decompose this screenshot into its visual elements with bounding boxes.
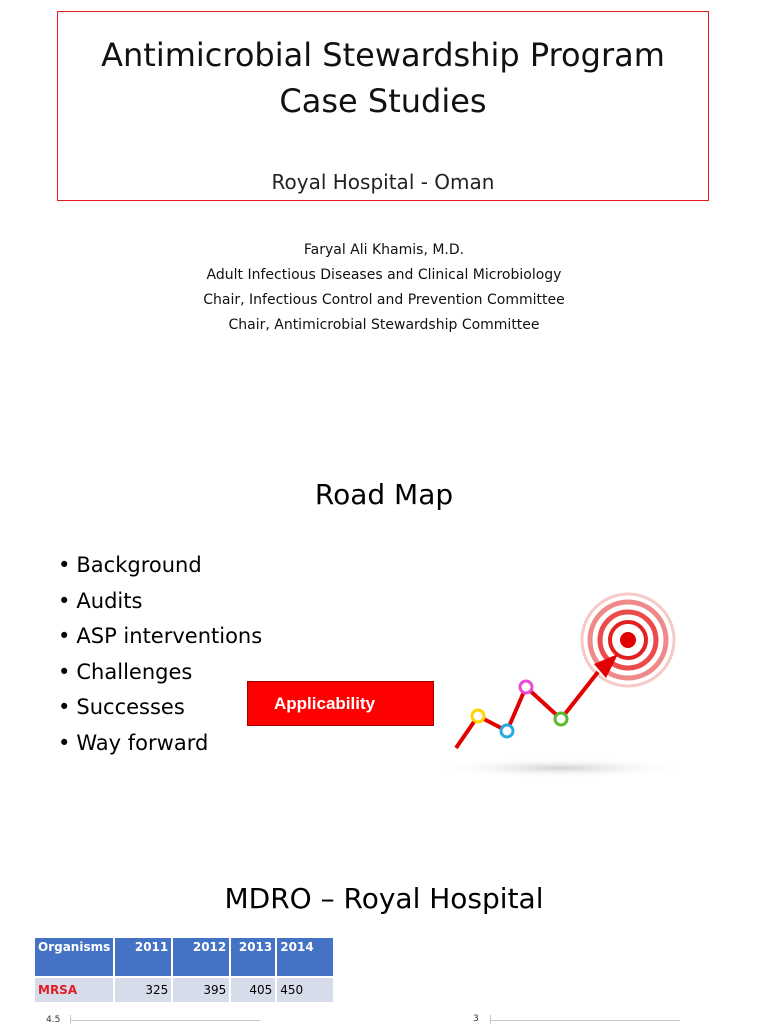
roadmap-list	[58, 548, 262, 762]
chart-tick-label: 4.5	[46, 1015, 61, 1025]
applicability-box: Applicability	[247, 681, 434, 726]
list-item: • Challenges	[58, 655, 262, 691]
presentation-title	[58, 32, 708, 124]
author-specialty: Adult Infectious Diseases and Clinical Microbiology	[206, 267, 562, 283]
title-line-2: Case Studies	[279, 82, 487, 120]
list-item: • Successes	[58, 690, 262, 726]
presentation-subtitle: Royal Hospital - Oman	[271, 170, 495, 194]
column-header: 2014	[277, 938, 333, 976]
column-header: Organisms	[35, 938, 113, 976]
author-role-2: Chair, Antimicrobial Stewardship Committee	[228, 317, 540, 333]
title-slide	[0, 0, 768, 400]
table-cell: 325	[115, 978, 171, 1002]
table-row	[35, 978, 333, 1002]
mdro-heading: MDRO – Royal Hospital	[224, 882, 544, 915]
table-cell: 395	[173, 978, 229, 1002]
title-line-1: Antimicrobial Stewardship Program	[101, 36, 665, 74]
list-item: • Audits	[58, 584, 262, 620]
column-header: 2012	[173, 938, 229, 976]
table-cell: MRSA	[35, 978, 113, 1002]
table-header-row	[35, 938, 333, 976]
mdro-slide	[0, 840, 768, 1024]
column-header: 2013	[231, 938, 275, 976]
mdro-table	[33, 936, 335, 1004]
table-cell: 405	[231, 978, 275, 1002]
table-cell: 450	[277, 978, 333, 1002]
column-header: 2011	[115, 938, 171, 976]
list-item: • Background	[58, 548, 262, 584]
chart-gridline	[490, 1020, 680, 1021]
target-growth-icon	[430, 580, 710, 780]
chart-gridline	[70, 1020, 260, 1021]
list-item: • Way forward	[58, 726, 262, 762]
list-item: • ASP interventions	[58, 619, 262, 655]
roadmap-slide	[0, 420, 768, 800]
author-name: Faryal Ali Khamis, M.D.	[303, 242, 465, 258]
roadmap-heading: Road Map	[314, 478, 454, 511]
title-frame	[57, 11, 709, 201]
author-block	[0, 238, 768, 338]
chart-tick-label: 3	[473, 1014, 479, 1024]
author-role-1: Chair, Infectious Control and Prevention Committee	[203, 292, 565, 308]
